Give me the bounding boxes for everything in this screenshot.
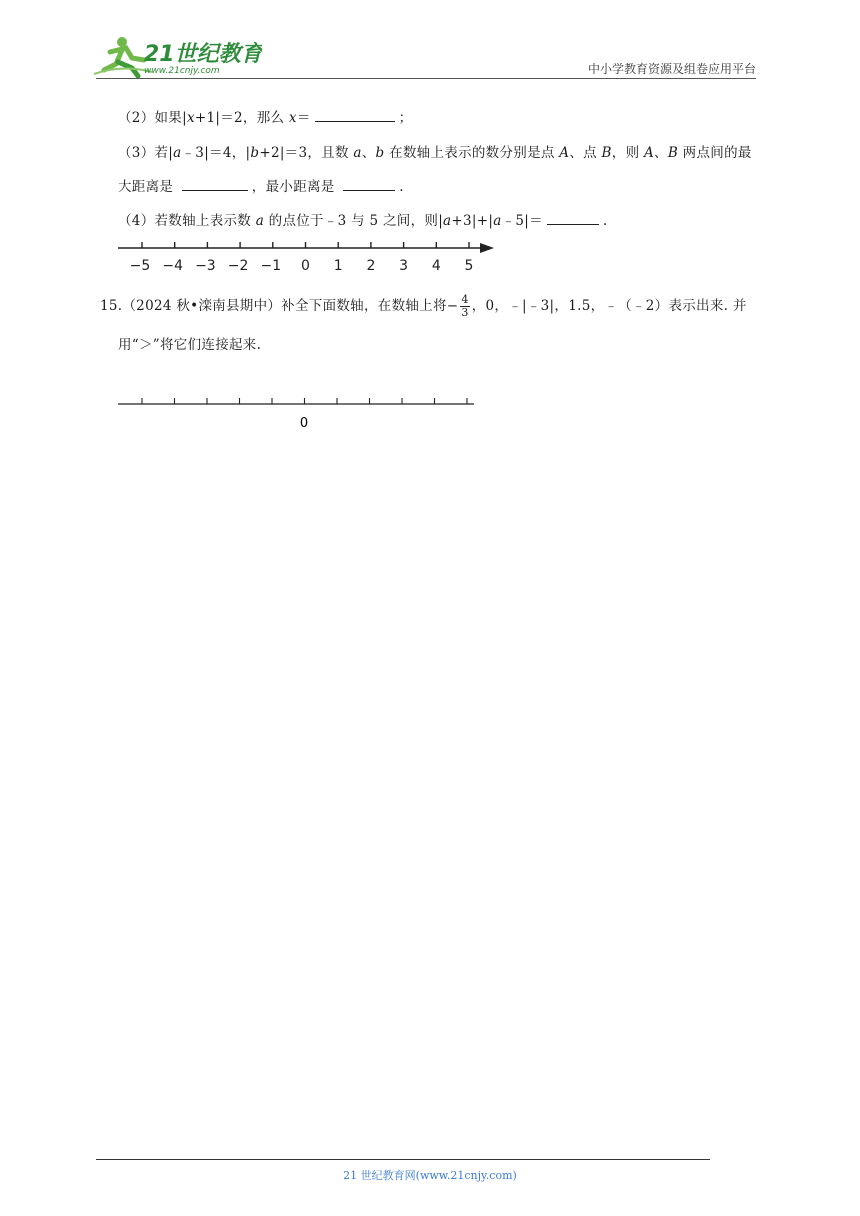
- question-2: （2）如果|x+1|＝2，那么 x＝ ；: [118, 110, 413, 126]
- question-3-line-1: （3）若|a﹣3|＝4，|b+2|＝3，且数 a、b 在数轴上表示的数分别是点 A、点 B，则 A、B 两点间的最: [118, 145, 752, 161]
- question-15-line-1: 15.（2024 秋•滦南县期中）补全下面数轴，在数轴上将− $\frac{4}{3}$ ，0，﹣|﹣3|，1.5，﹣（﹣2）表示出来. 并: [100, 293, 747, 319]
- axis1-label: 5: [464, 258, 474, 274]
- axis1-label: 2: [366, 258, 376, 274]
- site-logo: [92, 34, 262, 78]
- axis1-label: −1: [260, 258, 282, 274]
- fraction-4-3: $\frac{4}{3}$: [461, 293, 469, 319]
- axis1-label: 3: [399, 258, 409, 274]
- axis1-label: −3: [195, 258, 216, 274]
- answer-blank[interactable]: [547, 212, 599, 225]
- question-3-line-2: 大距离是 ，最小距离是 .: [118, 179, 404, 195]
- max-distance-blank[interactable]: [182, 178, 248, 191]
- logo-main-text: 21世纪教育: [144, 42, 262, 67]
- axis1-label: 4: [431, 258, 441, 274]
- runner-logo-icon: [92, 34, 262, 78]
- header-divider: [96, 78, 756, 79]
- number-line-1: [110, 236, 500, 276]
- axis1-label: −2: [227, 258, 249, 274]
- answer-blank[interactable]: [315, 109, 395, 122]
- min-distance-blank[interactable]: [343, 178, 395, 191]
- question-15-line-2: 用“＞”将它们连接起来.: [118, 337, 262, 353]
- axis1-label: −4: [162, 258, 184, 274]
- logo-url-text: www.21cnjy.com: [144, 66, 220, 76]
- header-platform-text: 中小学教育资源及组卷应用平台: [587, 62, 756, 76]
- footer-site-link[interactable]: 21 世纪教育网(www.21cnjy.com): [343, 1169, 517, 1182]
- number-line-2[interactable]: [110, 394, 490, 434]
- footer-divider: [96, 1159, 710, 1160]
- axis1-label: −5: [129, 258, 151, 274]
- axis1-label: 1: [333, 258, 343, 274]
- axis1-label: 0: [301, 258, 310, 274]
- question-4: （4）若数轴上表示数 a 的点位于﹣3 与 5 之间，则|a+3|+|a﹣5|＝ .: [118, 213, 608, 229]
- arrow-right-icon: [480, 243, 494, 253]
- question-number: 15.: [100, 298, 123, 314]
- axis2-zero-label: 0: [299, 416, 309, 431]
